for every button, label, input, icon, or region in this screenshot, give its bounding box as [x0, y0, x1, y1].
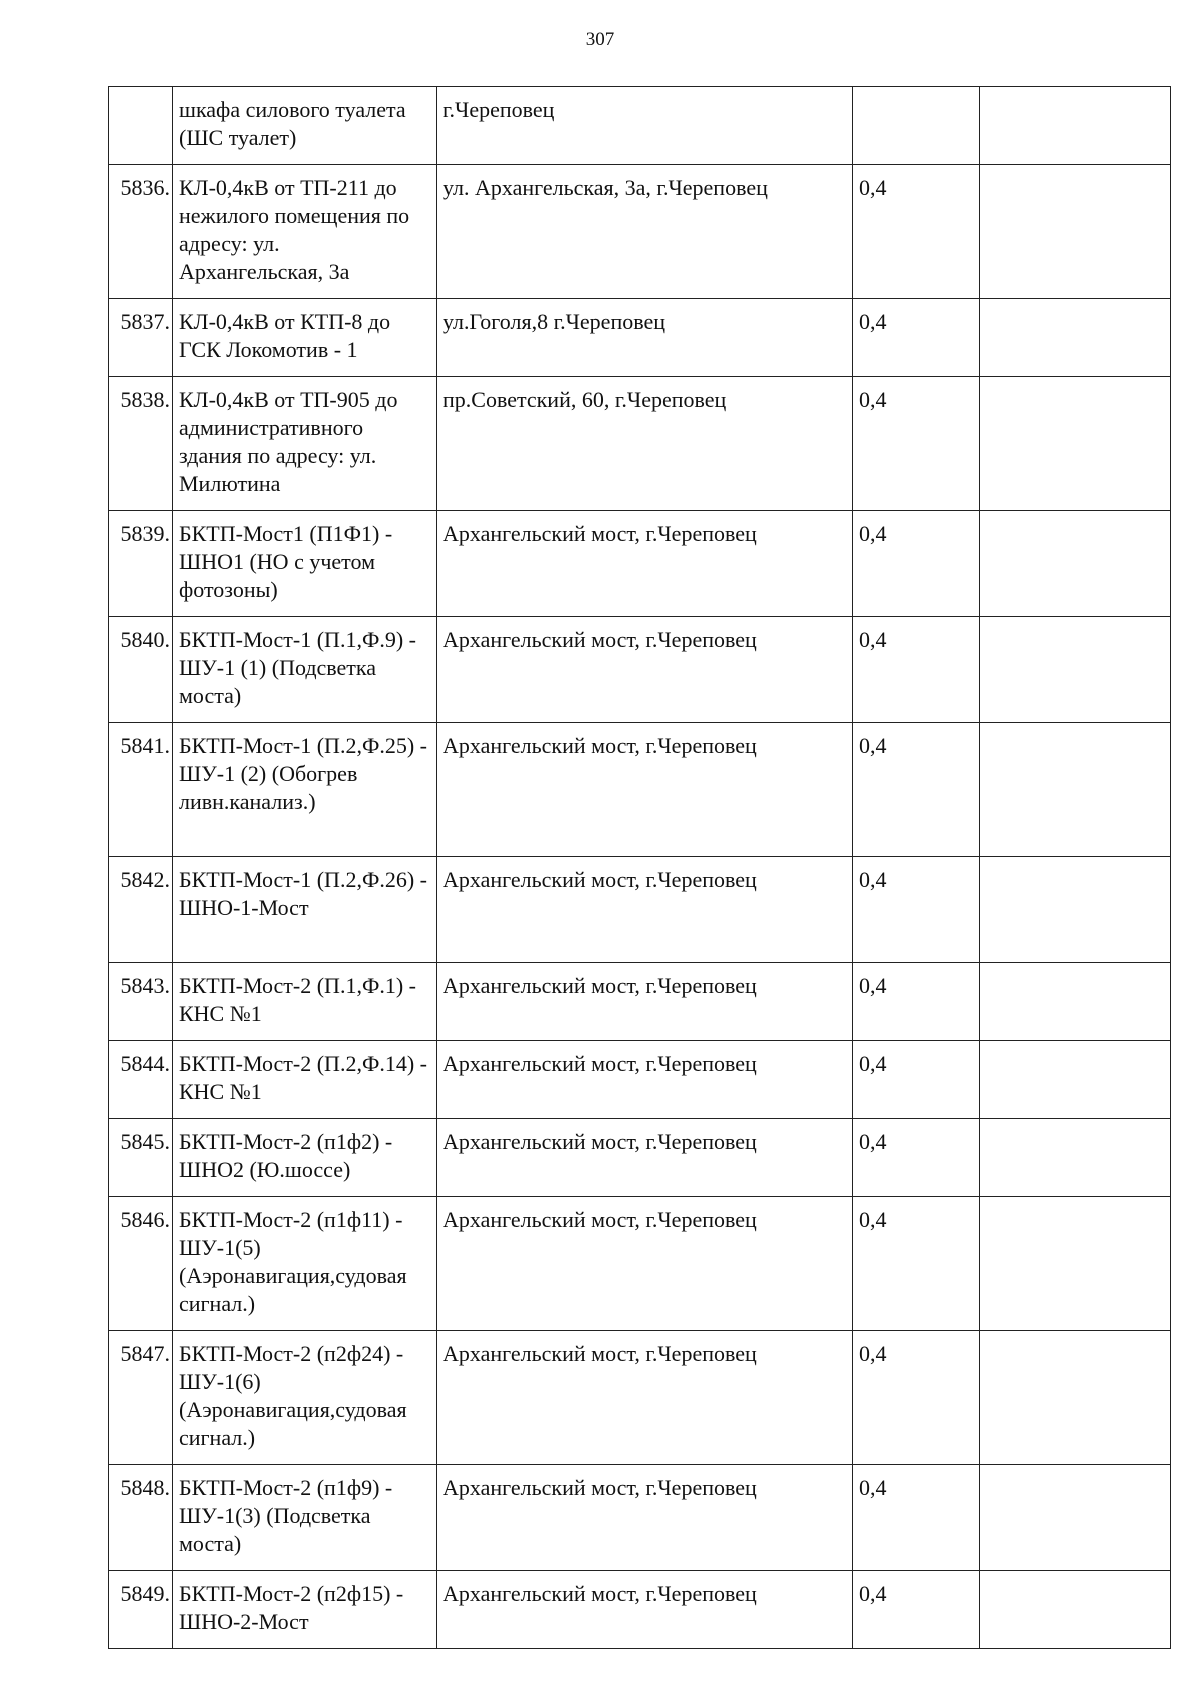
address-cell: Архангельский мост, г.Череповец [437, 1041, 853, 1119]
notes-cell [980, 1041, 1171, 1119]
address-cell: ул.Гоголя,8 г.Череповец [437, 299, 853, 377]
row-number-cell: 5845. [109, 1119, 173, 1197]
voltage-cell: 0,4 [853, 1119, 980, 1197]
voltage-cell: 0,4 [853, 165, 980, 299]
row-number-cell: 5841. [109, 723, 173, 857]
table-row [109, 1331, 1171, 1465]
row-number-cell: 5849. [109, 1571, 173, 1649]
address-cell: Архангельский мост, г.Череповец [437, 1571, 853, 1649]
address-cell: пр.Советский, 60, г.Череповец [437, 377, 853, 511]
object-name-cell: БКТП-Мост-1 (П.1,Ф.9) - ШУ-1 (1) (Подсветка моста) [173, 617, 437, 723]
voltage-cell: 0,4 [853, 1197, 980, 1331]
object-name-cell: БКТП-Мост-2 (п1ф11) - ШУ-1(5) (Аэронавигация,судовая сигнал.) [173, 1197, 437, 1331]
address-cell: Архангельский мост, г.Череповец [437, 511, 853, 617]
registry-table [108, 86, 1171, 1649]
address-cell: Архангельский мост, г.Череповец [437, 1197, 853, 1331]
notes-cell [980, 723, 1171, 857]
table-row [109, 963, 1171, 1041]
row-number-cell: 5843. [109, 963, 173, 1041]
voltage-cell: 0,4 [853, 1041, 980, 1119]
table-row [109, 377, 1171, 511]
address-cell: Архангельский мост, г.Череповец [437, 1119, 853, 1197]
table-row [109, 1041, 1171, 1119]
object-name-cell: КЛ-0,4кВ от ТП-211 до нежилого помещения по адресу: ул. Архангельская, 3а [173, 165, 437, 299]
address-cell: Архангельский мост, г.Череповец [437, 723, 853, 857]
notes-cell [980, 165, 1171, 299]
table-row [109, 299, 1171, 377]
notes-cell [980, 299, 1171, 377]
table-row [109, 857, 1171, 963]
table-row [109, 723, 1171, 857]
table-row [109, 1465, 1171, 1571]
row-number-cell: 5846. [109, 1197, 173, 1331]
address-cell: г.Череповец [437, 87, 853, 165]
notes-cell [980, 857, 1171, 963]
address-cell: Архангельский мост, г.Череповец [437, 857, 853, 963]
object-name-cell: КЛ-0,4кВ от ТП-905 до административного здания по адресу: ул. Милютина [173, 377, 437, 511]
object-name-cell: БКТП-Мост-2 (п2ф24) - ШУ-1(6) (Аэронавигация,судовая сигнал.) [173, 1331, 437, 1465]
table-row [109, 511, 1171, 617]
row-number-cell: 5840. [109, 617, 173, 723]
row-number-cell: 5836. [109, 165, 173, 299]
page-number: 307 [585, 29, 615, 50]
notes-cell [980, 617, 1171, 723]
object-name-cell: КЛ-0,4кВ от КТП-8 до ГСК Локомотив - 1 [173, 299, 437, 377]
table-body [109, 87, 1171, 1649]
object-name-cell: БКТП-Мост-2 (П.1,Ф.1) - КНС №1 [173, 963, 437, 1041]
object-name-cell: БКТП-Мост-2 (п2ф15) - ШНО-2-Мост [173, 1571, 437, 1649]
address-cell: Архангельский мост, г.Череповец [437, 617, 853, 723]
table-row [109, 1197, 1171, 1331]
address-cell: Архангельский мост, г.Череповец [437, 963, 853, 1041]
row-number-cell: 5838. [109, 377, 173, 511]
notes-cell [980, 1197, 1171, 1331]
table-row [109, 1571, 1171, 1649]
voltage-cell [853, 87, 980, 165]
row-number-cell: 5844. [109, 1041, 173, 1119]
voltage-cell: 0,4 [853, 1331, 980, 1465]
voltage-cell: 0,4 [853, 1465, 980, 1571]
table-row [109, 165, 1171, 299]
row-number-cell: 5839. [109, 511, 173, 617]
notes-cell [980, 1465, 1171, 1571]
object-name-cell: БКТП-Мост-2 (п1ф9) - ШУ-1(3) (Подсветка моста) [173, 1465, 437, 1571]
voltage-cell: 0,4 [853, 723, 980, 857]
table-row [109, 87, 1171, 165]
voltage-cell: 0,4 [853, 963, 980, 1041]
notes-cell [980, 87, 1171, 165]
table-row [109, 1119, 1171, 1197]
notes-cell [980, 1571, 1171, 1649]
address-cell: Архангельский мост, г.Череповец [437, 1465, 853, 1571]
voltage-cell: 0,4 [853, 1571, 980, 1649]
row-number-cell [109, 87, 173, 165]
object-name-cell: шкафа силового туалета (ШС туалет) [173, 87, 437, 165]
object-name-cell: БКТП-Мост-2 (п1ф2) - ШНО2 (Ю.шоссе) [173, 1119, 437, 1197]
notes-cell [980, 1331, 1171, 1465]
object-name-cell: БКТП-Мост1 (П1Ф1) - ШНО1 (НО с учетом фотозоны) [173, 511, 437, 617]
object-name-cell: БКТП-Мост-1 (П.2,Ф.26) - ШНО-1-Мост [173, 857, 437, 963]
notes-cell [980, 963, 1171, 1041]
row-number-cell: 5848. [109, 1465, 173, 1571]
notes-cell [980, 511, 1171, 617]
notes-cell [980, 377, 1171, 511]
object-name-cell: БКТП-Мост-2 (П.2,Ф.14) - КНС №1 [173, 1041, 437, 1119]
voltage-cell: 0,4 [853, 617, 980, 723]
row-number-cell: 5842. [109, 857, 173, 963]
row-number-cell: 5847. [109, 1331, 173, 1465]
object-name-cell: БКТП-Мост-1 (П.2,Ф.25) - ШУ-1 (2) (Обогрев ливн.канализ.) [173, 723, 437, 857]
row-number-cell: 5837. [109, 299, 173, 377]
voltage-cell: 0,4 [853, 377, 980, 511]
notes-cell [980, 1119, 1171, 1197]
voltage-cell: 0,4 [853, 511, 980, 617]
voltage-cell: 0,4 [853, 299, 980, 377]
voltage-cell: 0,4 [853, 857, 980, 963]
address-cell: Архангельский мост, г.Череповец [437, 1331, 853, 1465]
table-row [109, 617, 1171, 723]
address-cell: ул. Архангельская, 3а, г.Череповец [437, 165, 853, 299]
